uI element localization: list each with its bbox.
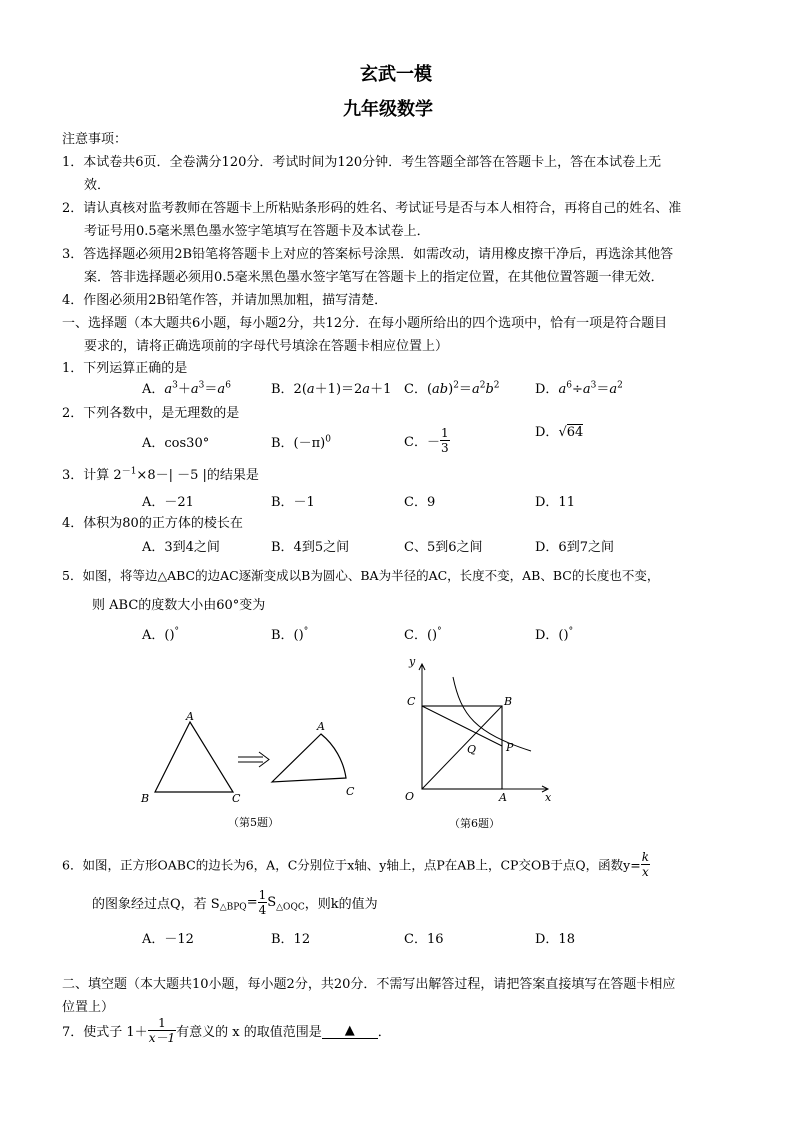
fig6-label-x: x xyxy=(545,791,552,804)
diagonal-ob xyxy=(422,706,502,789)
exam-title: 玄武一模 xyxy=(360,64,432,85)
notice-item-1: 1．本试卷共6页．全卷满分120分．考试时间为120分钟．考生答题全部答在答题卡上，答在本试卷上无 xyxy=(62,155,662,170)
q6-option-c: C．16 xyxy=(404,932,444,947)
q6-option-a: A．－12 xyxy=(142,932,194,947)
section1-heading: 一、选择题（本大题共6小题，每小题2分，共12分．在每小题所给出的四个选项中，恰有一项是符合题目 xyxy=(62,316,668,331)
q4-option-c: C、5到6之间 xyxy=(404,540,483,555)
q2-option-c: C．－ $\frac{1}{3}$ xyxy=(404,426,449,455)
notice-item-2: 2．请认真核对监考教师在答题卡上所粘贴条形码的姓名、考试证号是否与本人相符合，再将自己的姓名、准 xyxy=(62,201,682,216)
fig5-label-c: C xyxy=(232,792,241,805)
fig6-label-p: P xyxy=(506,741,514,754)
fig6-label-b: B xyxy=(504,695,513,708)
q5-option-d: D．()° xyxy=(535,626,574,643)
q1-option-c: C．$(ab)^2=a^2b^2$ xyxy=(404,380,500,397)
q3-option-d: D．11 xyxy=(535,495,575,510)
fig5-label-b: B xyxy=(141,792,150,805)
q2-option-d: D．√64 xyxy=(535,425,584,440)
section2-heading: 二、填空题（本大题共10小题，每小题2分，共20分．不需写出解答过程，请把答案直接填写在答题卡相应 xyxy=(62,977,676,992)
q6-stem: 6．如图，正方形OABC的边长为6，A，C分别位于x轴、y轴上，点P在AB上，CP交OB于点Q，函数y= $\frac{k}{x}$ xyxy=(62,850,649,879)
notice-heading: 注意事项： xyxy=(62,132,128,147)
sector-shape xyxy=(272,734,346,782)
section1-heading-cont: 要求的，请将正确选项前的字母代号填涂在答题卡相应位置上） xyxy=(84,339,449,354)
sqrt-icon: √ xyxy=(558,425,567,440)
q6-option-d: D．18 xyxy=(535,932,575,947)
arrow-right-icon xyxy=(238,752,269,767)
q3-option-a: A．－21 xyxy=(142,495,194,510)
figure-5 xyxy=(130,700,370,830)
q1-stem: 1．下列运算正确的是 xyxy=(62,361,188,376)
q1-option-b: B．2(a＋1)＝2a＋1 xyxy=(271,382,392,397)
fig5-label-a: A xyxy=(186,710,194,723)
q3-option-c: C．9 xyxy=(404,495,436,510)
q5-stem: 5．如图，将等边△ABC的边AC逐渐变成以B为圆心、BA为半径的AC，长度不变，AB、BC的长度也不变， xyxy=(62,568,660,583)
fig6-label-y: y xyxy=(409,655,416,668)
q5-option-c: C．()° xyxy=(404,626,442,643)
fig6-label-a: A xyxy=(499,791,507,804)
figure-6 xyxy=(395,655,565,835)
fig5-sector-label-c: C xyxy=(346,785,355,798)
notice-item-2-cont: 考证号用0.5毫米黑色墨水签字笔填写在答题卡及本试卷上． xyxy=(84,224,430,239)
line-cp xyxy=(422,706,502,746)
q5-stem-cont: 则 ABC的度数大小由60°变为 xyxy=(92,598,266,613)
q5-option-a: A．()° xyxy=(142,626,180,643)
fig5-caption: （第5题） xyxy=(228,816,279,829)
q7-stem: 7．使式子 1＋ $\frac{1}{x-1}$ 有意义的 x 的取值范围是 ▲ ． xyxy=(62,1016,391,1045)
equilateral-triangle xyxy=(155,722,233,792)
fig6-label-c: C xyxy=(407,695,416,708)
q2-option-a: A．cos30° xyxy=(142,436,210,451)
triangle-marker-icon: ▲ xyxy=(344,1022,355,1038)
hyperbola-curve xyxy=(453,677,531,751)
notice-item-4: 4．作图必须用2B铅笔作答，并请加黑加粗，描写清楚． xyxy=(62,293,388,308)
q1-option-d: D．$a^6\div a^3=a^2$ xyxy=(535,380,623,397)
q3-option-b: B．－1 xyxy=(271,495,315,510)
q6-option-b: B．12 xyxy=(271,932,311,947)
fig5-sector-label-a: A xyxy=(317,720,325,733)
fig6-caption: （第6题） xyxy=(449,817,500,830)
q4-option-a: A．3到4之间 xyxy=(142,540,220,555)
q2-option-b: B．$(-\pi)^0$ xyxy=(271,434,331,451)
q4-stem: 4．体积为80的正方体的棱长在 xyxy=(62,516,243,531)
fig6-label-o: O xyxy=(405,790,415,803)
q3-stem: 3．计算 $2^{-1}\times 8-| -5$ |的结果是 xyxy=(62,466,259,483)
answer-blank xyxy=(322,1023,378,1039)
q1-option-a: A．$a^3+a^3=a^6$ xyxy=(142,380,231,397)
q4-option-b: B．4到5之间 xyxy=(271,540,350,555)
notice-item-1-cont: 效． xyxy=(84,178,111,193)
q2-stem: 2．下列各数中，是无理数的是 xyxy=(62,406,240,421)
section2-heading-cont: 位置上） xyxy=(62,1000,115,1015)
exam-subtitle: 九年级数学 xyxy=(343,99,433,120)
q6-stem-cont: 的图象经过点Q，若 $S_{\triangle BPQ}=$ $\frac{1}{4}$ $S_{\triangle OQC}$，则k的值为 xyxy=(92,888,378,917)
q5-option-b: B．()° xyxy=(271,626,309,643)
q4-option-d: D．6到7之间 xyxy=(535,540,614,555)
fig6-label-q: Q xyxy=(467,743,477,756)
notice-item-3-cont: 案．答非选择题必须用0.5毫米黑色墨水签字笔写在答题卡上的指定位置，在其他位置答题一律无效． xyxy=(84,270,664,285)
notice-item-3: 3．答选择题必须用2B铅笔将答题卡上对应的答案标号涂黑．如需改动，请用橡皮擦干净后，再选涂其他答 xyxy=(62,247,674,262)
